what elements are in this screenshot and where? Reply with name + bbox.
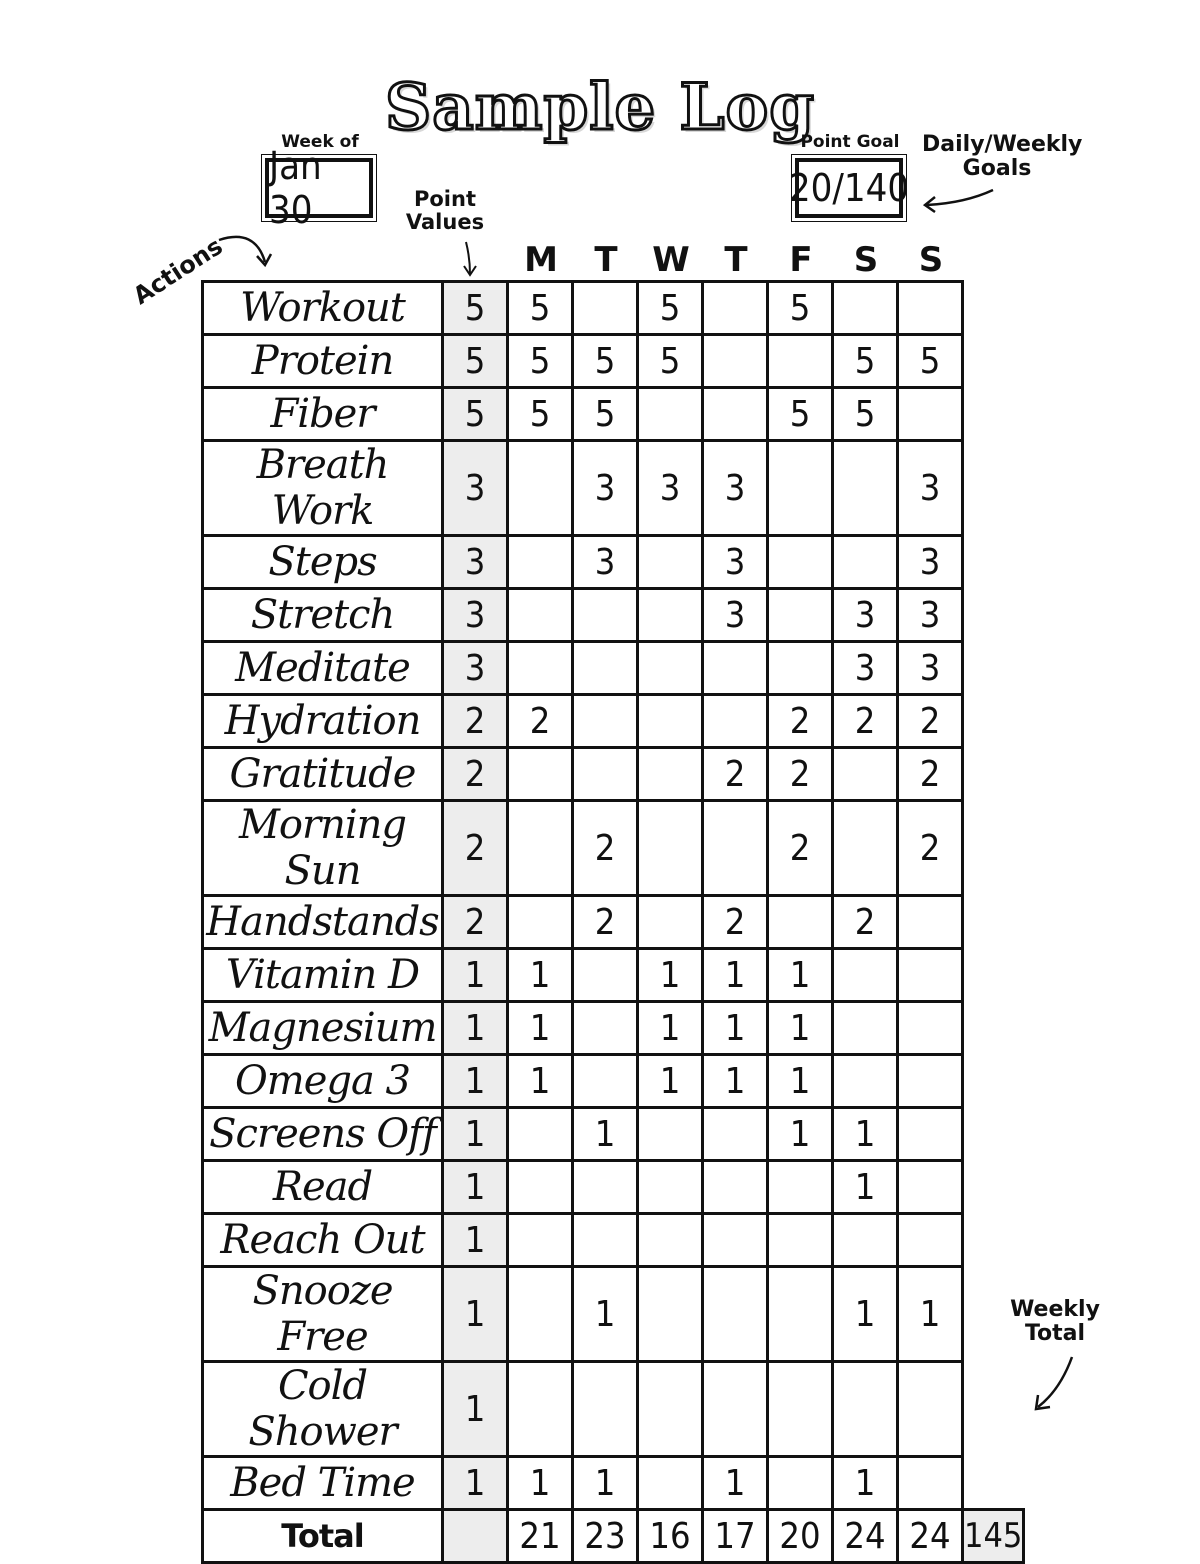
daily-total: 21 xyxy=(508,1510,573,1563)
day-cell[interactable]: 5 xyxy=(768,388,833,441)
day-cell[interactable]: 2 xyxy=(768,748,833,801)
spacer-cell xyxy=(963,1055,1024,1108)
spacer-cell xyxy=(963,896,1024,949)
point-goal-label: Point Goal xyxy=(800,132,900,152)
day-cell[interactable]: 5 xyxy=(898,335,963,388)
weekly-total-arrow-icon xyxy=(1030,1355,1080,1415)
day-cell[interactable] xyxy=(898,1362,963,1457)
daily-total: 16 xyxy=(638,1510,703,1563)
spacer-cell xyxy=(963,642,1024,695)
day-cell[interactable]: 1 xyxy=(768,1108,833,1161)
action-name: Protein xyxy=(203,335,443,388)
spacer-cell xyxy=(963,801,1024,896)
spacer-cell xyxy=(963,1108,1024,1161)
day-cell[interactable] xyxy=(833,1214,898,1267)
day-cell[interactable]: 1 xyxy=(638,1002,703,1055)
action-name: Gratitude xyxy=(203,748,443,801)
day-cell[interactable] xyxy=(508,1267,573,1362)
day-header-tue: T xyxy=(594,240,618,280)
day-cell[interactable] xyxy=(508,801,573,896)
point-value: 1 xyxy=(443,949,508,1002)
point-value: 1 xyxy=(443,1108,508,1161)
day-cell[interactable] xyxy=(508,896,573,949)
day-cell[interactable] xyxy=(833,1362,898,1457)
day-cell[interactable]: 3 xyxy=(573,536,638,589)
page-title: Sample Log xyxy=(385,70,815,145)
point-value: 1 xyxy=(443,1267,508,1362)
day-cell[interactable] xyxy=(768,1362,833,1457)
actions-label: Actions xyxy=(128,231,228,311)
point-goal-box[interactable]: 20/140 xyxy=(795,158,903,218)
day-cell[interactable]: 2 xyxy=(573,896,638,949)
day-cell[interactable]: 1 xyxy=(703,949,768,1002)
day-cell[interactable] xyxy=(768,335,833,388)
day-cell[interactable] xyxy=(898,1002,963,1055)
point-value: 1 xyxy=(443,1214,508,1267)
table-row xyxy=(203,536,1024,589)
day-cell[interactable] xyxy=(508,642,573,695)
action-name: Breath Work xyxy=(203,441,443,536)
day-cell[interactable] xyxy=(508,748,573,801)
day-cell[interactable] xyxy=(898,1457,963,1510)
action-name: Morning Sun xyxy=(203,801,443,896)
day-cell[interactable] xyxy=(508,1214,573,1267)
day-cell[interactable]: 1 xyxy=(508,1055,573,1108)
spacer-cell xyxy=(963,695,1024,748)
day-cell[interactable]: 1 xyxy=(768,1055,833,1108)
day-cell[interactable]: 2 xyxy=(833,695,898,748)
day-cell[interactable] xyxy=(703,642,768,695)
day-cell[interactable] xyxy=(638,589,703,642)
day-cell[interactable] xyxy=(638,1457,703,1510)
day-cell[interactable] xyxy=(638,1161,703,1214)
spacer-cell xyxy=(963,1214,1024,1267)
total-row xyxy=(203,1510,1024,1563)
day-cell[interactable]: 1 xyxy=(638,1055,703,1108)
action-name: Meditate xyxy=(203,642,443,695)
day-cell[interactable]: 3 xyxy=(573,441,638,536)
log-table-body xyxy=(203,282,1024,1563)
spacer-cell xyxy=(963,388,1024,441)
spacer-cell xyxy=(963,282,1024,335)
day-cell[interactable] xyxy=(898,949,963,1002)
action-name: Omega 3 xyxy=(203,1055,443,1108)
weekly-total-value: 145 xyxy=(963,1510,1024,1563)
day-cell[interactable]: 1 xyxy=(898,1267,963,1362)
day-cell[interactable]: 2 xyxy=(898,695,963,748)
point-value: 3 xyxy=(443,441,508,536)
day-cell[interactable]: 2 xyxy=(768,695,833,748)
point-value: 3 xyxy=(443,536,508,589)
daily-total: 23 xyxy=(573,1510,638,1563)
day-cell[interactable] xyxy=(638,695,703,748)
day-cell[interactable]: 5 xyxy=(833,388,898,441)
spacer-cell xyxy=(963,536,1024,589)
day-cell[interactable] xyxy=(898,896,963,949)
day-cell[interactable] xyxy=(768,1267,833,1362)
day-cell[interactable] xyxy=(703,1267,768,1362)
day-cell[interactable]: 2 xyxy=(833,896,898,949)
day-cell[interactable]: 5 xyxy=(768,282,833,335)
day-cell[interactable]: 5 xyxy=(508,388,573,441)
action-name: Read xyxy=(203,1161,443,1214)
spacer-cell xyxy=(963,441,1024,536)
day-cell[interactable] xyxy=(703,1161,768,1214)
day-cell[interactable] xyxy=(703,1362,768,1457)
day-header-thu: T xyxy=(724,240,748,280)
action-name: Snooze Free xyxy=(203,1267,443,1362)
total-label: Total xyxy=(203,1510,443,1563)
action-name: Reach Out xyxy=(203,1214,443,1267)
table-row xyxy=(203,748,1024,801)
goals-arrow-icon xyxy=(915,185,1005,215)
table-row xyxy=(203,695,1024,748)
table-row xyxy=(203,1108,1024,1161)
table-row xyxy=(203,335,1024,388)
day-header-sat: S xyxy=(853,240,879,280)
day-cell[interactable]: 5 xyxy=(573,335,638,388)
daily-total: 24 xyxy=(833,1510,898,1563)
day-cell[interactable]: 1 xyxy=(508,1002,573,1055)
day-cell[interactable]: 1 xyxy=(508,1457,573,1510)
day-cell[interactable]: 1 xyxy=(508,949,573,1002)
point-value: 2 xyxy=(443,801,508,896)
day-cell[interactable]: 2 xyxy=(573,801,638,896)
day-cell[interactable]: 3 xyxy=(898,441,963,536)
spacer-cell xyxy=(963,748,1024,801)
day-cell[interactable] xyxy=(703,1214,768,1267)
day-cell[interactable]: 2 xyxy=(898,801,963,896)
day-cell[interactable]: 1 xyxy=(833,1457,898,1510)
point-value: 1 xyxy=(443,1362,508,1457)
point-value: 2 xyxy=(443,695,508,748)
day-cell[interactable] xyxy=(768,441,833,536)
table-row xyxy=(203,1362,1024,1457)
day-cell[interactable] xyxy=(573,1055,638,1108)
day-cell[interactable] xyxy=(833,748,898,801)
point-value: 5 xyxy=(443,335,508,388)
day-cell[interactable]: 1 xyxy=(768,949,833,1002)
actions-arrow-icon xyxy=(215,228,275,270)
point-values-arrow-icon xyxy=(458,240,482,278)
point-value: 5 xyxy=(443,282,508,335)
action-name: Cold Shower xyxy=(203,1362,443,1457)
table-row xyxy=(203,1055,1024,1108)
point-value: 3 xyxy=(443,589,508,642)
day-cell[interactable] xyxy=(703,335,768,388)
day-cell[interactable]: 2 xyxy=(703,748,768,801)
day-cell[interactable]: 5 xyxy=(638,282,703,335)
day-cell[interactable] xyxy=(703,1108,768,1161)
point-value: 1 xyxy=(443,1457,508,1510)
day-cell[interactable] xyxy=(508,1362,573,1457)
day-cell[interactable] xyxy=(573,949,638,1002)
day-cell[interactable] xyxy=(833,801,898,896)
day-cell[interactable] xyxy=(768,1214,833,1267)
day-cell[interactable] xyxy=(573,1002,638,1055)
day-cell[interactable] xyxy=(638,1267,703,1362)
day-cell[interactable]: 3 xyxy=(703,589,768,642)
action-name: Fiber xyxy=(203,388,443,441)
total-points-blank xyxy=(443,1510,508,1563)
day-cell[interactable]: 1 xyxy=(833,1267,898,1362)
day-cell[interactable] xyxy=(638,748,703,801)
day-cell[interactable]: 5 xyxy=(508,335,573,388)
day-cell[interactable]: 3 xyxy=(898,589,963,642)
table-row xyxy=(203,1457,1024,1510)
point-value: 2 xyxy=(443,896,508,949)
action-name: Vitamin D xyxy=(203,949,443,1002)
day-cell[interactable]: 3 xyxy=(898,642,963,695)
day-cell[interactable] xyxy=(638,896,703,949)
table-row xyxy=(203,1214,1024,1267)
day-cell[interactable]: 1 xyxy=(703,1457,768,1510)
day-cell[interactable]: 2 xyxy=(768,801,833,896)
day-cell[interactable] xyxy=(508,1108,573,1161)
spacer-cell xyxy=(963,589,1024,642)
day-cell[interactable]: 2 xyxy=(703,896,768,949)
day-cell[interactable] xyxy=(573,1214,638,1267)
day-cell[interactable] xyxy=(898,388,963,441)
day-header-sun: S xyxy=(918,240,944,280)
day-cell[interactable]: 5 xyxy=(833,335,898,388)
day-cell[interactable] xyxy=(833,441,898,536)
table-row xyxy=(203,1161,1024,1214)
action-name: Steps xyxy=(203,536,443,589)
table-row xyxy=(203,388,1024,441)
point-value: 3 xyxy=(443,642,508,695)
day-cell[interactable]: 2 xyxy=(898,748,963,801)
table-row xyxy=(203,441,1024,536)
point-value: 1 xyxy=(443,1161,508,1214)
day-cell[interactable] xyxy=(768,1457,833,1510)
log-table xyxy=(201,280,1025,1564)
day-cell[interactable] xyxy=(768,536,833,589)
day-cell[interactable]: 1 xyxy=(703,1002,768,1055)
day-cell[interactable] xyxy=(573,282,638,335)
day-cell[interactable]: 1 xyxy=(703,1055,768,1108)
daily-total: 17 xyxy=(703,1510,768,1563)
day-cell[interactable]: 1 xyxy=(833,1161,898,1214)
spacer-cell xyxy=(963,1362,1024,1457)
day-cell[interactable] xyxy=(573,748,638,801)
day-cell[interactable]: 3 xyxy=(833,642,898,695)
table-row xyxy=(203,1002,1024,1055)
daily-total: 24 xyxy=(898,1510,963,1563)
day-cell[interactable] xyxy=(768,896,833,949)
day-cell[interactable] xyxy=(638,536,703,589)
action-name: Bed Time xyxy=(203,1457,443,1510)
spacer-cell xyxy=(963,1161,1024,1214)
day-cell[interactable] xyxy=(768,589,833,642)
spacer-cell xyxy=(963,335,1024,388)
day-cell[interactable] xyxy=(703,388,768,441)
daily-total: 20 xyxy=(768,1510,833,1563)
day-cell[interactable]: 5 xyxy=(638,335,703,388)
day-cell[interactable] xyxy=(898,1161,963,1214)
day-cell[interactable]: 1 xyxy=(573,1457,638,1510)
day-cell[interactable] xyxy=(833,1002,898,1055)
point-value: 5 xyxy=(443,388,508,441)
day-cell[interactable]: 1 xyxy=(573,1108,638,1161)
day-cell[interactable]: 3 xyxy=(703,441,768,536)
point-value: 1 xyxy=(443,1055,508,1108)
table-row xyxy=(203,642,1024,695)
day-cell[interactable] xyxy=(638,801,703,896)
day-cell[interactable]: 5 xyxy=(573,388,638,441)
day-cell[interactable] xyxy=(703,282,768,335)
point-value: 1 xyxy=(443,1002,508,1055)
action-name: Workout xyxy=(203,282,443,335)
day-cell[interactable] xyxy=(898,282,963,335)
day-cell[interactable] xyxy=(573,589,638,642)
day-cell[interactable]: 3 xyxy=(703,536,768,589)
day-cell[interactable] xyxy=(638,388,703,441)
point-values-label: Point Values xyxy=(405,187,485,235)
table-row xyxy=(203,282,1024,335)
day-cell[interactable] xyxy=(833,1055,898,1108)
weekly-total-label: Weekly Total xyxy=(1010,1297,1100,1347)
day-cell[interactable] xyxy=(638,1214,703,1267)
day-cell[interactable]: 3 xyxy=(898,536,963,589)
day-cell[interactable] xyxy=(573,1362,638,1457)
spacer-cell xyxy=(963,1457,1024,1510)
day-cell[interactable] xyxy=(833,282,898,335)
day-cell[interactable]: 1 xyxy=(833,1108,898,1161)
day-cell[interactable] xyxy=(833,536,898,589)
day-header-wed: W xyxy=(652,240,690,280)
day-cell[interactable]: 1 xyxy=(573,1267,638,1362)
table-row xyxy=(203,589,1024,642)
day-cell[interactable]: 3 xyxy=(638,441,703,536)
day-cell[interactable] xyxy=(573,695,638,748)
action-name: Screens Off xyxy=(203,1108,443,1161)
action-name: Stretch xyxy=(203,589,443,642)
day-header-fri: F xyxy=(789,240,813,280)
day-cell[interactable] xyxy=(638,642,703,695)
day-cell[interactable] xyxy=(898,1214,963,1267)
day-cell[interactable] xyxy=(703,695,768,748)
action-name: Hydration xyxy=(203,695,443,748)
action-name: Handstands xyxy=(203,896,443,949)
day-header-mon: M xyxy=(524,240,558,280)
action-name: Magnesium xyxy=(203,1002,443,1055)
day-cell[interactable] xyxy=(573,1161,638,1214)
week-of-box[interactable]: Jan 30 xyxy=(265,158,373,218)
day-cell[interactable] xyxy=(573,642,638,695)
table-row xyxy=(203,896,1024,949)
day-cell[interactable] xyxy=(703,801,768,896)
day-cell[interactable] xyxy=(898,1108,963,1161)
day-cell[interactable] xyxy=(768,642,833,695)
week-of-label: Week of xyxy=(281,132,359,152)
day-cell[interactable] xyxy=(768,1161,833,1214)
day-cell[interactable] xyxy=(508,536,573,589)
point-value: 2 xyxy=(443,748,508,801)
table-row xyxy=(203,1267,1024,1362)
day-cell[interactable] xyxy=(508,589,573,642)
day-cell[interactable]: 2 xyxy=(508,695,573,748)
daily-weekly-goals-label: Daily/Weekly Goals xyxy=(922,132,1083,182)
day-cell[interactable] xyxy=(833,949,898,1002)
spacer-cell xyxy=(963,949,1024,1002)
day-cell[interactable]: 5 xyxy=(508,282,573,335)
spacer-cell xyxy=(963,1002,1024,1055)
day-cell[interactable] xyxy=(638,1362,703,1457)
day-cell[interactable]: 1 xyxy=(768,1002,833,1055)
day-cell[interactable] xyxy=(508,1161,573,1214)
day-cell[interactable] xyxy=(898,1055,963,1108)
day-cell[interactable] xyxy=(638,1108,703,1161)
table-row xyxy=(203,801,1024,896)
table-row xyxy=(203,949,1024,1002)
day-cell[interactable]: 1 xyxy=(638,949,703,1002)
day-cell[interactable]: 3 xyxy=(833,589,898,642)
day-cell[interactable] xyxy=(508,441,573,536)
